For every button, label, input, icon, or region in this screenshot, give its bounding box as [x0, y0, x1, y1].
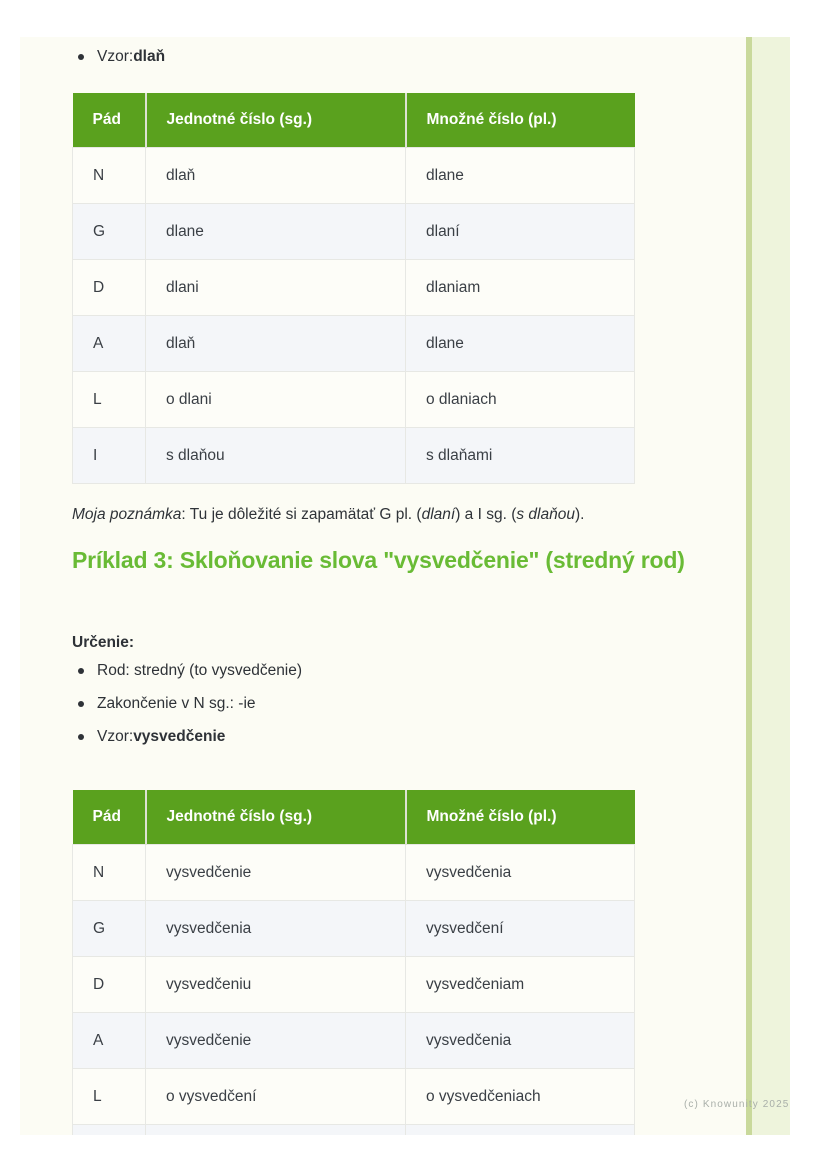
bullet-dot [78, 734, 84, 740]
list-item [78, 725, 302, 749]
declension-table-dlan [72, 93, 635, 484]
table-row [73, 901, 635, 957]
bullet-dot [78, 668, 84, 674]
cell-case [73, 1125, 146, 1136]
list-item [78, 659, 302, 683]
bullet-dot [78, 54, 84, 60]
cell-singular: dlaň [146, 316, 406, 372]
cell-case: L [73, 1069, 146, 1125]
note-text: ) a I sg. ( [455, 506, 517, 523]
cell-case: N [73, 148, 146, 204]
table-header-row [73, 790, 635, 845]
cell-singular: vysvedčenie [146, 1013, 406, 1069]
cell-plural: vysvedčeniam [406, 957, 635, 1013]
cell-plural: vysvedčení [406, 901, 635, 957]
cell-singular: s dlaňou [146, 428, 406, 484]
header-cell-pad: Pád [73, 790, 146, 845]
table-row [73, 428, 635, 484]
table-row [73, 1069, 635, 1125]
cell-singular: o dlani [146, 372, 406, 428]
bullet-text: Rod: stredný (to vysvedčenie) [97, 662, 303, 679]
cell-case: L [73, 372, 146, 428]
note-italic-word: dlaní [421, 506, 456, 523]
cell-plural: s dlaňami [406, 428, 635, 484]
vzor-value: dlaň [133, 48, 166, 65]
cell-singular: vysvedčenie [146, 845, 406, 901]
header-cell-plural: Množné číslo (pl.) [406, 790, 635, 845]
cell-case: G [73, 901, 146, 957]
cell-singular: dlani [146, 260, 406, 316]
urcenie-subheading: Určenie: [72, 634, 135, 651]
list-item [78, 692, 302, 716]
content-area [20, 37, 746, 1135]
cell-case: D [73, 260, 146, 316]
table-row [73, 845, 635, 901]
note-italic-word: s dlaňou [516, 506, 575, 523]
note-text: : Tu je dôležité si zapamätať G pl. ( [181, 506, 422, 523]
cell-plural: dlaní [406, 204, 635, 260]
table-row [73, 1013, 635, 1069]
cell-plural: dlane [406, 316, 635, 372]
cell-plural: o dlaniach [406, 372, 635, 428]
bullet-text: Zakončenie v N sg.: -ie [97, 695, 256, 712]
cell-plural: dlane [406, 148, 635, 204]
cell-case: A [73, 316, 146, 372]
side-stripe-light [752, 37, 790, 1135]
table-row [73, 957, 635, 1013]
table-row [73, 204, 635, 260]
table-header-row [73, 93, 635, 148]
table-row-clipped [73, 1125, 635, 1136]
cell-plural: vysvedčenia [406, 1013, 635, 1069]
cell-case: D [73, 957, 146, 1013]
cell-singular: dlane [146, 204, 406, 260]
cell-case: G [73, 204, 146, 260]
cell-plural: dlaniam [406, 260, 635, 316]
cell-plural: o vysvedčeniach [406, 1069, 635, 1125]
watermark: (c) Knowunity 2025 [684, 1099, 790, 1110]
header-cell-plural: Množné číslo (pl.) [406, 93, 635, 148]
note-text: ). [574, 506, 585, 523]
cell-plural [406, 1125, 635, 1136]
note-paragraph [72, 504, 712, 526]
cell-singular: dlaň [146, 148, 406, 204]
bullet-text: Vzor: [97, 728, 134, 745]
declension-table-vysvedcenie [72, 790, 635, 1135]
note-label: Moja poznámka [72, 506, 182, 523]
table-row [73, 372, 635, 428]
urcenie-bullet-list [78, 659, 302, 758]
table-row [73, 148, 635, 204]
vzor-bullet [78, 45, 165, 69]
header-cell-pad: Pád [73, 93, 146, 148]
cell-plural: vysvedčenia [406, 845, 635, 901]
vzor-label: Vzor: [97, 48, 134, 65]
cell-singular [146, 1125, 406, 1136]
bullet-dot [78, 701, 84, 707]
cell-singular: o vysvedčení [146, 1069, 406, 1125]
cell-case: I [73, 428, 146, 484]
table-row [73, 260, 635, 316]
table-row [73, 316, 635, 372]
header-cell-singular: Jednotné číslo (sg.) [146, 790, 406, 845]
cell-singular: vysvedčeniu [146, 957, 406, 1013]
header-cell-singular: Jednotné číslo (sg.) [146, 93, 406, 148]
cell-case: N [73, 845, 146, 901]
bullet-bold-text: vysvedčenie [133, 728, 226, 745]
section-heading: Príklad 3: Skloňovanie slova "vysvedčenie" (stredný rod) [72, 547, 685, 573]
cell-case: A [73, 1013, 146, 1069]
cell-singular: vysvedčenia [146, 901, 406, 957]
